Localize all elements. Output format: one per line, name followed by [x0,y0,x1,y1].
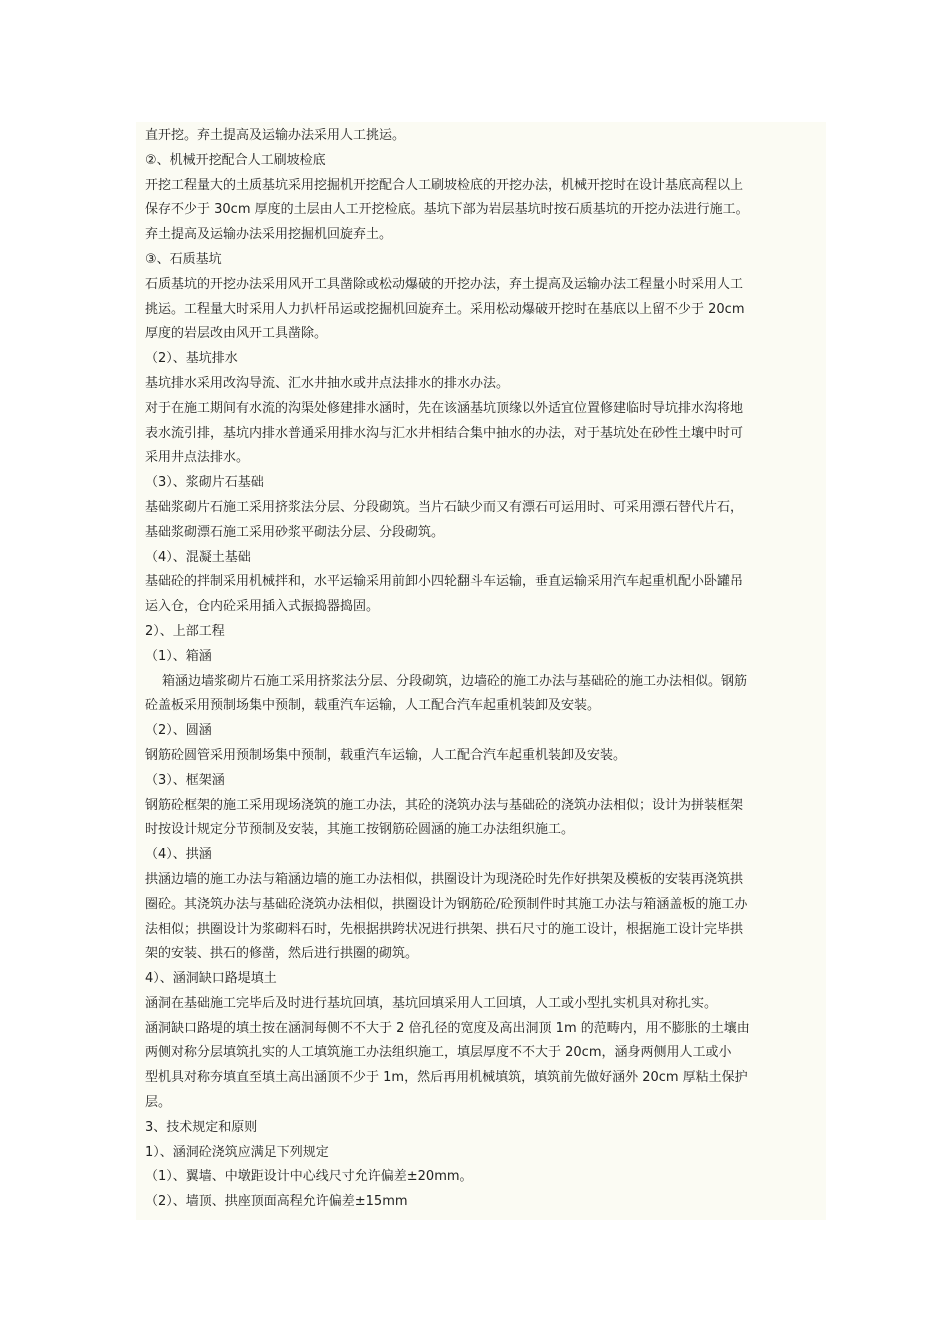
text-line: 钢筋砼圆管采用预制场集中预制，载重汽车运输，人工配合汽车起重机装卸及安装。 [145,747,627,763]
document-body [145,124,821,1215]
text-line: 运入仓，仓内砼采用插入式振捣器捣固。 [145,599,380,615]
section-heading: （4）、拱涵 [145,847,212,863]
text-line: 涵洞在基础施工完毕后及时进行基坑回填，基坑回填采用人工回填，人工或小型扎实机具对称扎实。 [145,995,718,1011]
text-line: 砼盖板采用预制场集中预制，载重汽车运输，人工配合汽车起重机装卸及安装。 [145,698,601,714]
text-line: 保存不少于 30cm 厚度的土层由人工开挖检底。基坑下部为岩层基坑时按石质基坑的开挖办法进行施工。 [145,202,749,218]
text-line: 表水流引排，基坑内排水普通采用排水沟与汇水井相结合集中抽水的办法，对于基坑处在砂性土壤中时可 [145,425,744,441]
text-line: 基础浆砌漂石施工采用砂浆平砌法分层、分段砌筑。 [145,524,445,540]
text-line: （1）、翼墙、中墩距设计中心线尺寸允许偏差±20mm。 [145,1169,473,1185]
text-line: 对于在施工期间有水流的沟渠处修建排水涵时，先在该涵基坑顶缘以外适宜位置修建临时导坑排水沟将地 [145,400,744,416]
text-line: 开挖工程量大的土质基坑采用挖掘机开挖配合人工刷坡检底的开挖办法，机械开挖时在设计基底高程以上 [145,177,744,193]
section-heading: 3、技术规定和原则 [145,1119,258,1135]
text-line: 弃土提高及运输办法采用挖掘机回旋弃土。 [145,227,393,243]
text-line: 厚度的岩层改由风开工具凿除。 [145,326,328,342]
text-line: 采用井点法排水。 [145,450,250,466]
text-line: 基础砼的拌制采用机械拌和，水平运输采用前卸小四轮翻斗车运输，垂直运输采用汽车起重机配小卧罐吊 [145,574,744,590]
section-heading: 1）、涵洞砼浇筑应满足下列规定 [145,1144,329,1160]
text-line: 圈砼。其浇筑办法与基础砼浇筑办法相似，拱圈设计为钢筋砼/砼预制件时其施工办法与箱涵盖板的施工办 [145,896,748,912]
section-heading: （3）、浆砌片石基础 [145,475,264,491]
text-line: 架的安装、拱石的修凿，然后进行拱圈的砌筑。 [145,946,419,962]
text-line: 层。 [145,1095,172,1111]
text-line: 涵洞缺口路堤的填土按在涵洞每侧不不大于 2 倍孔径的宽度及高出洞顶 1m 的范畴内，用不膨胀的土壤由 [145,1020,750,1036]
section-heading: ③、石质基坑 [145,251,222,267]
section-heading: （3）、框架涵 [145,772,225,788]
text-line: 时按设计规定分节预制及安装，其施工按钢筋砼圆涵的施工办法组织施工。 [145,822,575,838]
text-line: 箱涵边墙浆砌片石施工采用挤浆法分层、分段砌筑，边墙砼的施工办法与基础砼的施工办法相似。钢筋 [162,673,748,689]
text-line: 直开挖。弃土提高及运输办法采用人工挑运。 [145,128,406,143]
text-line: 钢筋砼框架的施工采用现场浇筑的施工办法，其砼的浇筑办法与基础砼的浇筑办法相似；设计为拼装框架 [145,797,744,813]
section-heading: （2）、圆涵 [145,723,212,739]
section-heading: 2）、上部工程 [145,623,225,639]
text-line: 拱涵边墙的施工办法与箱涵边墙的施工办法相似，拱圈设计为现浇砼时先作好拱架及模板的安装再浇筑拱 [145,871,744,887]
text-line: 挑运。工程量大时采用人力扒杆吊运或挖掘机回旋弃土。采用松动爆破开挖时在基底以上留不少于 20cm [145,301,745,317]
text-line: 法相似；拱圈设计为浆砌料石时，先根据拱跨状况进行拱架、拱石尺寸的施工设计，根据施工设计完毕拱 [145,921,744,937]
section-heading: 4）、涵洞缺口路堤填土 [145,971,277,987]
text-line: 石质基坑的开挖办法采用风开工具凿除或松动爆破的开挖办法，弃土提高及运输办法工程量小时采用人工 [145,276,744,292]
section-heading: （1）、箱涵 [145,648,212,664]
section-heading: ②、机械开挖配合人工刷坡检底 [145,152,326,168]
text-line: 型机具对称夯填直至填土高出涵顶不少于 1m，然后再用机械填筑，填筑前先做好涵外 20cm 厚粘土保护 [145,1070,748,1086]
text-line: 基坑排水采用改沟导流、汇水井抽水或井点法排水的排水办法。 [145,375,510,391]
text-line: （2）、墙顶、拱座顶面高程允许偏差±15mm [145,1194,408,1210]
text-line: 基础浆砌片石施工采用挤浆法分层、分段砌筑。当片石缺少而又有漂石可运用时、可采用漂石替代片石， [145,499,744,515]
text-line: 两侧对称分层填筑扎实的人工填筑施工办法组织施工，填层厚度不不大于 20cm，涵身两侧用人工或小 [145,1045,732,1061]
section-heading: （2）、基坑排水 [145,351,238,367]
section-heading: （4）、混凝土基础 [145,549,251,565]
